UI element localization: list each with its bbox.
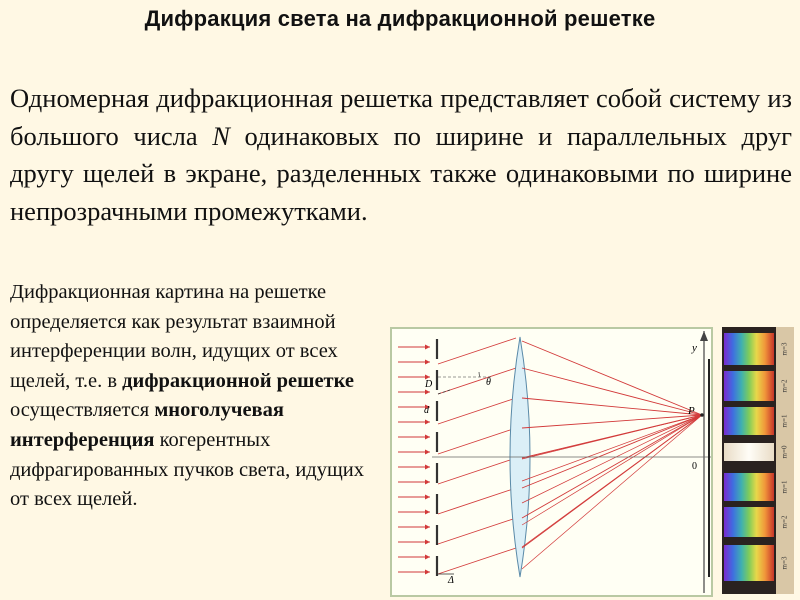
order-label: m=1: [780, 480, 789, 494]
focus-point: [700, 413, 704, 417]
intro-text-part1: Одномерная дифракционная решетка представляет собой систему из большого числа: [10, 83, 792, 151]
ray-arrow-icon: [425, 420, 430, 425]
focused-ray: [522, 415, 702, 518]
theta-arc: [479, 372, 480, 377]
spectrum-band: [724, 443, 774, 461]
diffracted-ray: [438, 518, 516, 544]
spectrum-band: [724, 473, 774, 501]
grating-diagram-svg: [392, 329, 711, 595]
focused-ray: [522, 415, 702, 547]
diffracted-ray: [438, 338, 516, 364]
diffracted-ray: [438, 488, 516, 514]
side-text-1: Дифракционная картина на решетке определяется как результат взаимной интерференции волн, идущих от всех щелей, т.е. в: [10, 281, 338, 392]
ray-arrow-icon: [425, 570, 430, 575]
focused-ray: [522, 415, 702, 503]
grating-diagram: [390, 327, 713, 597]
diffracted-ray: [438, 458, 516, 484]
intro-paragraph: [10, 80, 792, 230]
order-label: m=1: [780, 414, 789, 428]
diffracted-ray: [438, 548, 516, 574]
side-bold-1: дифракционной решетке: [122, 369, 355, 392]
focused-ray: [522, 415, 702, 525]
period-d-label: d: [424, 405, 429, 416]
ray-arrow-icon: [425, 510, 430, 515]
focused-ray: [522, 368, 702, 415]
ray-arrow-icon: [425, 540, 430, 545]
ray-arrow-icon: [425, 480, 430, 485]
ray-arrow-icon: [425, 345, 430, 350]
delta-label: Δ: [448, 575, 454, 586]
ray-arrow-icon: [425, 450, 430, 455]
y-axis-arrow-icon: [700, 331, 708, 341]
focused-ray: [522, 415, 702, 569]
side-text-3: когерентных дифрагированных пучков света, идущих от всех щелей.: [10, 428, 364, 511]
ray-arrow-icon: [425, 360, 430, 365]
spectrum-svg: [722, 327, 794, 594]
order-label-strip: [776, 327, 794, 594]
focused-rays: [522, 341, 704, 569]
slide-title: Дифракция света на дифракционной решетке: [144, 6, 656, 31]
point-p-label: P: [688, 405, 695, 417]
origin-label: 0: [692, 461, 697, 472]
side-paragraph: [10, 278, 380, 515]
spectrum-band: [724, 407, 774, 435]
diffraction-spectrum: [722, 327, 794, 594]
ray-arrow-icon: [425, 390, 430, 395]
intro-text-part2: одинаковых по ширине и параллельных друг другу щелей в экране, разделенных также одинаковыми по ширине непрозрачными промежутками.: [10, 120, 792, 226]
order-label: m=2: [780, 379, 789, 393]
ray-arrow-icon: [425, 435, 430, 440]
diffracted-ray: [438, 398, 516, 424]
path-difference-line: [438, 390, 450, 394]
order-label: m=3: [780, 556, 789, 570]
ray-arrow-icon: [425, 525, 430, 530]
order-label: m=0: [780, 445, 789, 459]
spectrum-band: [724, 333, 774, 365]
order-label: m=2: [780, 515, 789, 529]
focused-ray: [522, 415, 702, 481]
y-axis-label: y: [692, 342, 697, 354]
focused-ray: [522, 398, 702, 415]
ray-arrow-icon: [425, 555, 430, 560]
diffracted-rays: [438, 338, 516, 574]
side-bold-2: многолучевая интерференция: [10, 399, 284, 451]
intro-var-n: N: [212, 120, 230, 151]
spectrum-band: [724, 545, 774, 581]
ray-arrow-icon: [425, 495, 430, 500]
theta-label: θ: [486, 377, 491, 388]
ray-arrow-icon: [425, 465, 430, 470]
diffracted-ray: [438, 428, 516, 454]
spectrum-band: [724, 371, 774, 401]
focused-ray: [522, 341, 702, 415]
order-label: m=3: [780, 342, 789, 356]
spectrum-band: [724, 507, 774, 537]
side-text-2: осуществляется: [10, 399, 155, 422]
path-diff-label: D: [425, 379, 433, 390]
